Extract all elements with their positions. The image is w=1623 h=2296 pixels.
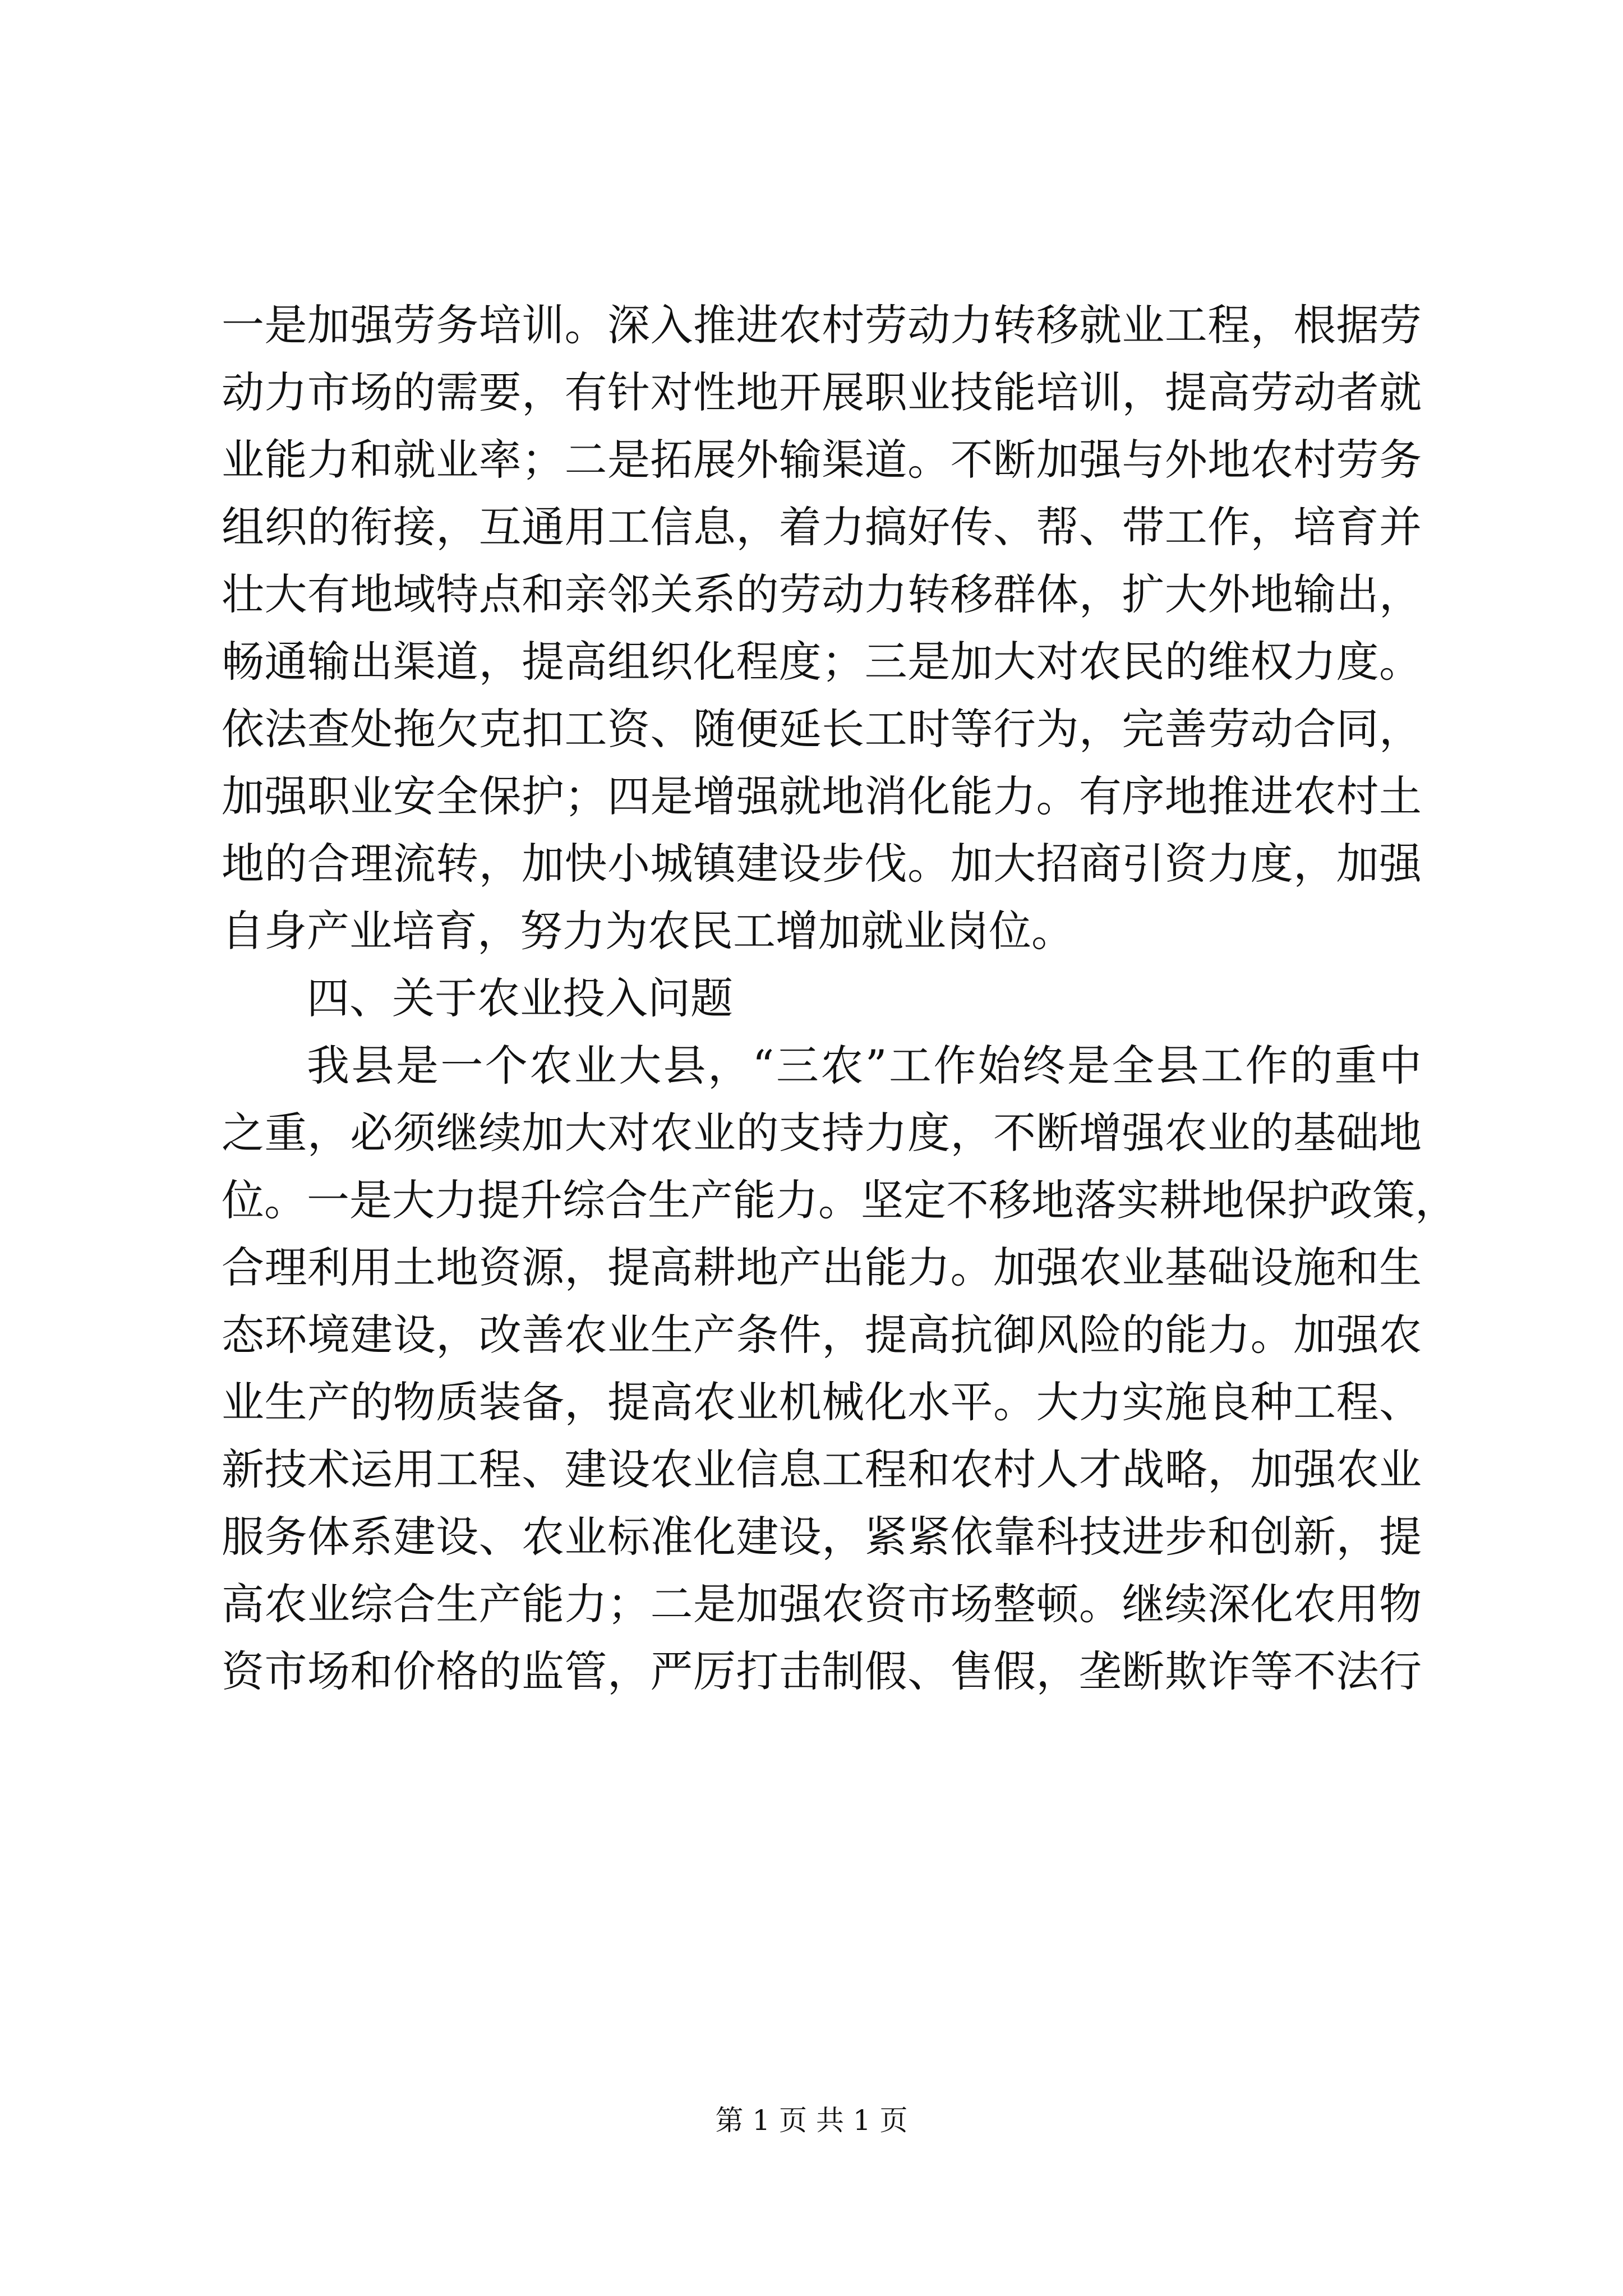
text-line: 态环境建设，改善农业生产条件，提高抗御风险的能力。加强农 <box>222 1310 1422 1360</box>
text-line: 组织的衔接，互通用工信息，着力搞好传、帮、带工作，培育并 <box>222 502 1422 552</box>
text-line: 之重，必须继续加大对农业的支持力度，不断增强农业的基础地 <box>222 1108 1422 1158</box>
text-line: 加强职业安全保护；四是增强就地消化能力。有序地推进农村土 <box>222 771 1422 821</box>
text-line: 合理利用土地资源，提高耕地产出能力。加强农业基础设施和生 <box>222 1243 1422 1292</box>
page-number-footer: 第 1 页 共 1 页 <box>715 2104 908 2137</box>
text-line: 一是加强劳务培训。深入推进农村劳动力转移就业工程，根据劳 <box>222 300 1422 350</box>
text-line: 业能力和就业率；二是拓展外输渠道。不断加强与外地农村劳务 <box>222 435 1422 485</box>
text-line: 畅通输出渠道，提高组织化程度；三是加大对农民的维权力度。 <box>222 637 1422 687</box>
text-line: 高农业综合生产能力；二是加强农资市场整顿。继续深化农用物 <box>222 1579 1422 1629</box>
section-heading: 四、关于农业投入问题 <box>307 973 733 1023</box>
text-line: 依法查处拖欠克扣工资、随便延长工时等行为，完善劳动合同， <box>222 704 1422 754</box>
text-line: 资市场和价格的监管，严厉打击制假、售假，垄断欺诈等不法行 <box>222 1646 1422 1696</box>
text-line: 动力市场的需要，有针对性地开展职业技能培训，提高劳动者就 <box>222 367 1422 417</box>
text-line: 位。一是大力提升综合生产能力。坚定不移地落实耕地保护政策， <box>222 1175 1458 1225</box>
text-line: 地的合理流转，加快小城镇建设步伐。加大招商引资力度，加强 <box>222 839 1422 889</box>
text-line: 我县是一个农业大县，“三农”工作始终是全县工作的重中 <box>307 1041 1422 1091</box>
text-line: 自身产业培育，努力为农民工增加就业岗位。 <box>222 906 1074 956</box>
document-body <box>222 292 1458 1705</box>
text-line: 新技术运用工程、建设农业信息工程和农村人才战略，加强农业 <box>222 1444 1422 1494</box>
text-line: 服务体系建设、农业标准化建设，紧紧依靠科技进步和创新，提 <box>222 1512 1422 1562</box>
text-line: 壮大有地域特点和亲邻关系的劳动力转移群体，扩大外地输出， <box>222 569 1422 619</box>
text-line: 业生产的物质装备，提高农业机械化水平。大力实施良种工程、 <box>222 1377 1422 1427</box>
